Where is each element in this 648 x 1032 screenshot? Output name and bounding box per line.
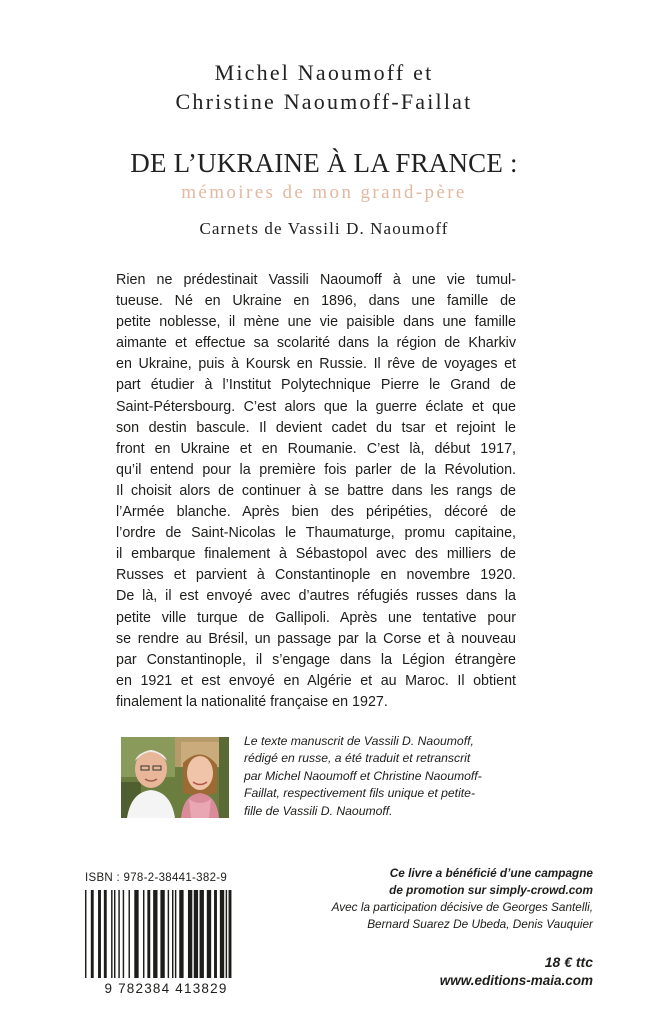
barcode-bar	[194, 890, 198, 978]
summary-line: qu’il entend pour la première fois parler de la Révolution.	[116, 461, 516, 478]
summary-line: en Ukraine, puis à Koursk en Russie. Il rêve de voyages et	[116, 356, 516, 373]
publisher-website: www.editions-maia.com	[439, 973, 593, 988]
summary-line: se rendre au Brésil, un passage par la Corse et à nouveau	[116, 630, 516, 647]
barcode-bar	[129, 890, 130, 978]
summary-line: tueuse. Né en Ukraine en 1896, dans une famille de	[116, 293, 516, 310]
summary-line: l’ordre de Saint-Nicolas le Thaumaturge, promu capitaine,	[116, 525, 516, 542]
barcode-bar	[214, 890, 217, 978]
barcode-bar	[153, 890, 157, 978]
barcode-bar	[172, 890, 173, 978]
summary-line: aimante et effectue sa scolarité dans la région de Kharkiv	[116, 335, 516, 352]
summary-line: en 1921 et est envoyé en Algérie et au Maroc. Il obtient	[116, 672, 516, 689]
caption-line: Le texte manuscrit de Vassili D. Naoumoff,	[244, 734, 474, 748]
summary-line: l’Armée blanche. Après bien des péripéties, décoré de	[116, 504, 516, 521]
summary-line: De là, il est envoyé avec d’autres réfugiés russes dans la	[116, 588, 516, 605]
campaign-line: Ce livre a bénéficié d’une campagne	[389, 866, 593, 880]
barcode	[73, 890, 259, 996]
book-subtitle: mémoires de mon grand-père	[181, 182, 467, 203]
authors	[0, 58, 648, 116]
summary-text	[116, 270, 516, 713]
caption-line: rédigé en russe, a été traduit et retranscrit	[244, 751, 471, 766]
barcode-bar	[179, 890, 183, 978]
barcode-bar	[226, 890, 227, 978]
barcode-bar	[175, 890, 176, 978]
participation-line: Avec la participation décisive de Georges Santelli,	[331, 900, 593, 914]
barcode-bar	[168, 890, 169, 978]
summary-line: petite ville turque de Gallipoli. Après une tentative pour	[116, 609, 516, 626]
author-line-2: Christine Naoumoff-Faillat	[175, 89, 473, 114]
carnets-line: Carnets de Vassili D. Naoumoff	[199, 219, 449, 238]
summary-line: Il choisit alors de continuer à se battre dans les rangs de	[116, 482, 516, 499]
barcode-digits: 9 782384 413829	[104, 981, 228, 996]
barcode-bar	[98, 890, 101, 978]
isbn: ISBN : 978-2-38441-382-9	[85, 872, 228, 884]
author-line-1: Michel Naoumoff et	[214, 60, 434, 85]
barcode-bar	[114, 890, 115, 978]
summary-line: par Constantinople, il s’engage dans la Légion étrangère	[116, 651, 516, 668]
barcode-bar	[207, 890, 211, 978]
barcode-bar	[160, 890, 164, 978]
barcode-bar	[91, 890, 94, 978]
campaign-line: de promotion sur simply-crowd.com	[389, 883, 593, 897]
barcode-bar	[143, 890, 144, 978]
photo-caption	[244, 733, 518, 820]
caption-line: par Michel Naoumoff et Christine Naoumoff-	[244, 768, 482, 783]
barcode-bar	[85, 890, 86, 978]
barcode-bar	[229, 890, 232, 978]
caption-line: fille de Vassili D. Naoumoff.	[244, 803, 393, 818]
summary-line: petite noblesse, il mène une vie paisible dans une famille	[116, 314, 516, 331]
barcode-bar	[188, 890, 192, 978]
barcode-bar	[147, 890, 150, 978]
barcode-bar	[118, 890, 119, 978]
summary-line: il embarque finalement à Sébastopol avec des milliers de	[116, 546, 516, 563]
barcode-bar	[200, 890, 204, 978]
caption-line: Faillat, respectivement fils unique et petite-	[244, 786, 475, 801]
summary-line: front en Ukraine et en Roumanie. C’est là, début 1917,	[116, 440, 516, 457]
summary-line: son destin bascule. Il devient cadet du tsar et rejoint le	[116, 419, 516, 436]
barcode-bar	[220, 890, 224, 978]
summary-line: Saint-Pétersbourg. C’est alors que la guerre éclate et que	[116, 398, 516, 415]
barcode-bar	[111, 890, 112, 978]
summary-line: Rien ne prédestinait Vassili Naoumoff à une vie tumul-	[116, 272, 516, 288]
authors-photo	[121, 737, 229, 818]
campaign-block	[253, 865, 593, 933]
participation-line: Bernard Suarez De Ubeda, Denis Vauquier	[367, 917, 593, 931]
summary-line: Russes et parvient à Constantinople en novembre 1920.	[116, 567, 516, 584]
price: 18 € ttc	[544, 954, 593, 970]
barcode-bar	[123, 890, 124, 978]
book-title: DE L’UKRAINE À LA FRANCE :	[130, 148, 518, 178]
summary-line: part étudier à l’Institut Polytechnique Pierre le Grand de	[116, 377, 516, 394]
summary-line: finalement la nationalité française en 1927.	[116, 693, 388, 710]
barcode-bar	[134, 890, 138, 978]
barcode-bar	[104, 890, 107, 978]
